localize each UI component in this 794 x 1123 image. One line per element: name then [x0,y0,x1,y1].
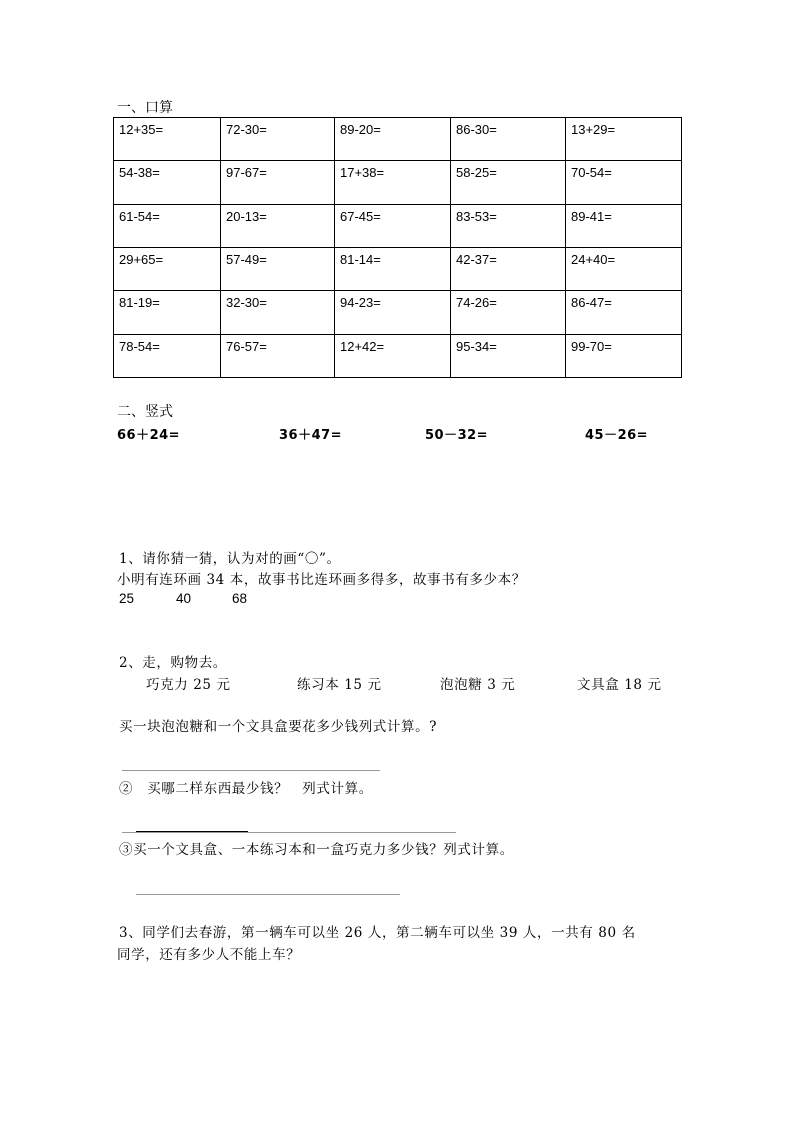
question-3-text: 3、同学们去春游，第一辆车可以坐 26 人，第二辆车可以坐 39 人，一共有 80 名 [119,925,636,941]
answer-line [122,770,380,771]
question-2-sub-1: 买一块泡泡糖和一个文具盒要花多少钱列式计算。? [119,719,438,735]
table-row [114,204,682,247]
calc-cell: 83-53= [451,204,566,247]
calc-cell: 12+42= [335,334,451,377]
table-row [114,291,682,334]
table-row [114,118,682,161]
answer-line [136,894,400,895]
vertical-problem: 50－32= [425,428,489,443]
calc-cell: 58-25= [451,161,566,204]
answer-option: 68 [232,591,248,606]
shop-item: 泡泡糖 3 元 [440,677,516,693]
calc-cell: 95-34= [451,334,566,377]
calc-cell: 12+35= [114,118,221,161]
calc-cell: 20-13= [221,204,335,247]
calc-cell: 17+38= [335,161,451,204]
question-2-sub-3: ③买一个文具盒、一本练习本和一盒巧克力多少钱？列式计算。 [119,842,514,858]
answer-line [136,831,248,832]
calc-cell: 81-19= [114,291,221,334]
table-row [114,247,682,290]
calc-cell: 24+40= [566,247,682,290]
shop-item: 巧克力 25 元 [146,677,231,693]
calc-cell: 86-47= [566,291,682,334]
vertical-problem: 36＋47= [279,428,343,443]
calc-cell: 32-30= [221,291,335,334]
calc-cell: 54-38= [114,161,221,204]
table-row [114,161,682,204]
question-1-title: 1、请你猜一猜，认为对的画“〇”。 [119,551,341,567]
calc-cell: 72-30= [221,118,335,161]
calc-cell: 57-49= [221,247,335,290]
answer-line [122,832,456,833]
calc-cell: 70-54= [566,161,682,204]
calc-cell: 99-70= [566,334,682,377]
calc-cell: 61-54= [114,204,221,247]
calc-cell: 74-26= [451,291,566,334]
table-row [114,334,682,377]
question-1-text: 小明有连环画 34 本，故事书比连环画多得多，故事书有多少本？ [117,572,526,588]
calc-cell: 29+65= [114,247,221,290]
calc-cell: 89-41= [566,204,682,247]
shop-item: 练习本 15 元 [297,677,382,693]
calc-cell: 97-67= [221,161,335,204]
section-vertical-calc-title: 二、竖式 [117,404,173,420]
vertical-problem: 45－26= [585,428,649,443]
question-3-text-cont: 同学，还有多少人不能上车？ [117,947,301,963]
vertical-problem: 66＋24= [117,428,181,443]
calc-cell: 89-20= [335,118,451,161]
calc-cell: 42-37= [451,247,566,290]
answer-option: 25 [119,591,135,606]
calc-cell: 78-54= [114,334,221,377]
calc-cell: 13+29= [566,118,682,161]
calc-cell: 94-23= [335,291,451,334]
calc-cell: 86-30= [451,118,566,161]
shop-item: 文具盒 18 元 [577,677,662,693]
calc-cell: 81-14= [335,247,451,290]
calc-cell: 67-45= [335,204,451,247]
oral-calc-table [113,117,682,378]
calc-cell: 76-57= [221,334,335,377]
question-2-sub-2: ② 买哪二样东西最少钱？ 列式计算。 [119,781,373,797]
question-2-title: 2、走，购物去。 [119,655,227,671]
section-oral-calc-title: 一、口算 [117,100,173,116]
answer-option: 40 [176,591,192,606]
